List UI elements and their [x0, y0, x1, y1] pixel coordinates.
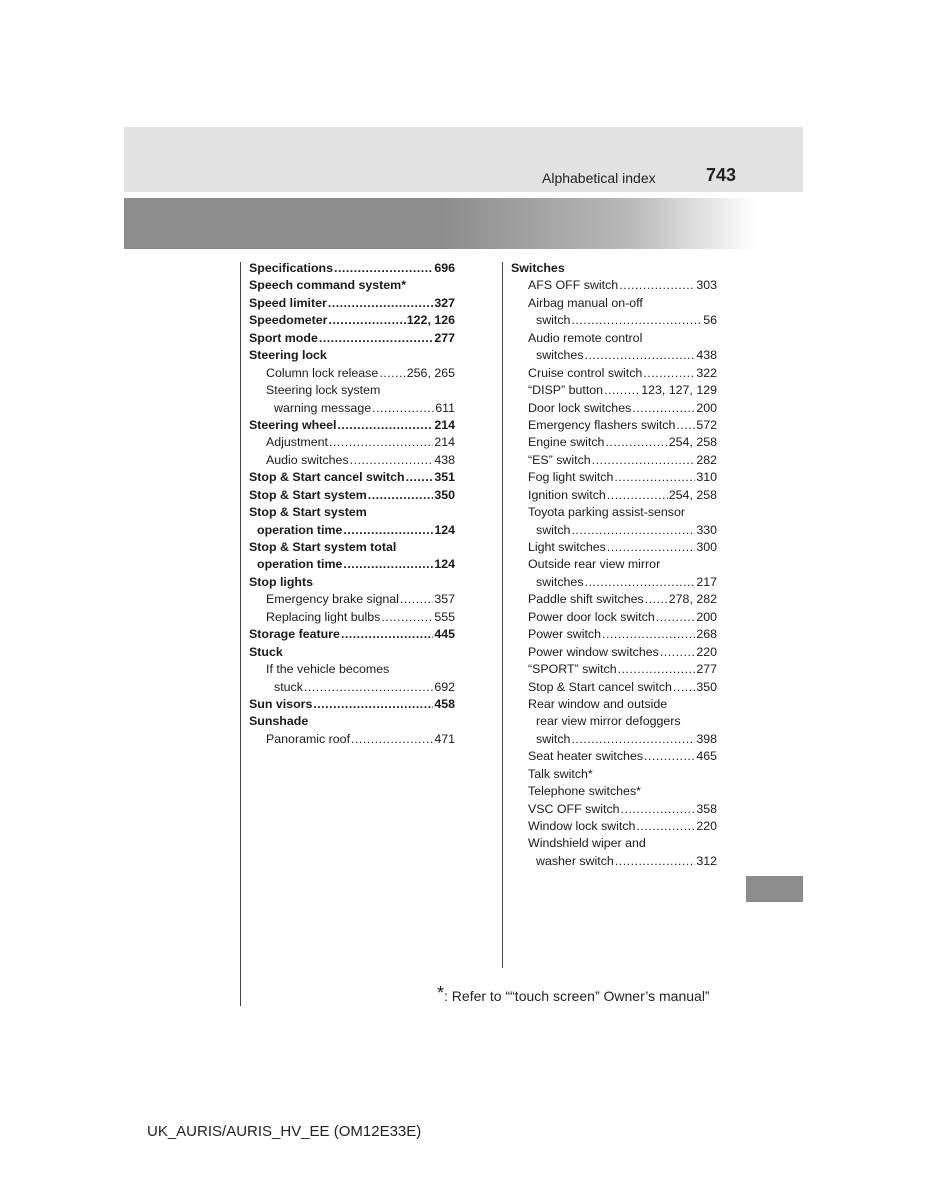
dot-leader [328, 295, 434, 312]
index-entry-label: AFS OFF switch [528, 278, 619, 293]
index-entry [249, 400, 455, 417]
index-entry-label: Power door lock switch [528, 609, 655, 624]
index-entry-page[interactable]: 217 [696, 574, 717, 589]
dot-leader [329, 434, 433, 451]
index-entry-label: operation time [257, 557, 343, 572]
index-entry-label: Windshield wiper and [528, 836, 646, 851]
dot-leader [618, 661, 696, 678]
index-entry [511, 382, 717, 399]
middle-column-rule [502, 262, 503, 968]
index-entry-page[interactable]: 351 [434, 470, 455, 485]
dot-leader [329, 312, 406, 329]
dot-leader [604, 382, 640, 399]
page-number: 743 [706, 165, 737, 185]
index-entry-page[interactable]: 220 [696, 644, 717, 659]
index-entry-label: Stuck [249, 644, 283, 659]
index-entry-label: Rear window and outside [528, 696, 668, 711]
index-entry-label: Adjustment [266, 435, 328, 450]
index-entry [511, 801, 717, 818]
index-entry-page[interactable]: 438 [434, 452, 455, 467]
index-entry-page[interactable]: 122, 126 [406, 313, 455, 328]
index-entry [249, 644, 455, 661]
index-entry-page[interactable]: 327 [434, 295, 455, 310]
dot-leader [643, 365, 695, 382]
index-entry [249, 574, 455, 591]
index-entry [511, 835, 717, 852]
index-entry-label: Specifications [249, 261, 334, 275]
index-entry-label: Emergency brake signal [266, 592, 399, 607]
index-entry-label: Telephone switches* [528, 784, 641, 799]
footnote [437, 983, 710, 1004]
index-entry [511, 487, 717, 504]
index-entry-label: Engine switch [528, 435, 605, 450]
dot-leader [343, 556, 433, 573]
dot-leader [304, 679, 433, 696]
index-entry-label: Speech command system* [249, 278, 407, 293]
index-entry-page[interactable]: 358 [696, 801, 717, 816]
index-entry [249, 452, 455, 469]
dot-leader [644, 748, 695, 765]
dot-leader [350, 452, 434, 469]
index-entry-page[interactable]: 330 [696, 522, 717, 537]
index-entry [511, 417, 717, 434]
dot-leader [621, 801, 696, 818]
dot-leader [372, 400, 434, 417]
index-entry [249, 679, 455, 696]
index-entry [249, 295, 455, 312]
index-entry-page[interactable]: 200 [696, 609, 717, 624]
index-entry-label: switches [536, 348, 584, 363]
dot-leader [379, 365, 406, 382]
dot-leader [660, 644, 695, 661]
index-entry [511, 312, 717, 329]
index-entry-label: Switches [511, 261, 565, 275]
index-entry-page[interactable]: 214 [434, 435, 455, 450]
index-entry [511, 504, 717, 521]
index-entry [511, 330, 717, 347]
index-entry [511, 661, 717, 678]
index-entry-page[interactable]: 124 [434, 522, 455, 537]
index-entry-label: Cruise control switch [528, 365, 643, 380]
dot-leader [636, 818, 695, 835]
index-entry [249, 591, 455, 608]
index-entry-label: switch [536, 313, 571, 328]
index-entry-label: Sport mode [249, 330, 318, 345]
document-code: UK_AURIS/AURIS_HV_EE (OM12E33E) [147, 1123, 422, 1140]
index-entry [249, 539, 455, 556]
index-entry-page[interactable]: 322 [696, 365, 717, 380]
index-entry [511, 277, 717, 294]
index-entry-label: “ES” switch [528, 452, 591, 467]
index-column-left [249, 260, 455, 748]
index-entry-label: Seat heater switches [528, 749, 644, 764]
index-entry [249, 609, 455, 626]
index-entry-page[interactable]: 350 [434, 487, 455, 502]
index-entry [511, 679, 717, 696]
index-entry [249, 277, 455, 294]
index-entry [249, 434, 455, 451]
index-entry [249, 382, 455, 399]
index-entry-page[interactable]: 303 [696, 278, 717, 293]
index-entry-page[interactable]: 398 [696, 731, 717, 746]
index-entry-label: stuck [274, 679, 303, 694]
dot-leader [615, 853, 696, 870]
index-entry-page[interactable]: 277 [696, 662, 717, 677]
dot-leader [343, 522, 433, 539]
index-entry [249, 731, 455, 748]
dot-leader [592, 452, 696, 469]
thumb-index-tab [746, 876, 803, 902]
index-entry-page[interactable]: 572 [696, 417, 717, 432]
dot-leader [334, 260, 433, 277]
section-title: Alphabetical index [542, 170, 656, 186]
index-entry-label: Ignition switch [528, 487, 606, 502]
index-entry-label: Light switches [528, 540, 606, 554]
index-entry-page[interactable]: 300 [696, 540, 717, 554]
index-entry [511, 452, 717, 469]
index-entry-label: Door lock switches [528, 400, 632, 415]
index-entry-page[interactable]: 555 [434, 609, 455, 624]
index-entry-label: Toyota parking assist-sensor [528, 505, 686, 520]
index-entry [249, 661, 455, 678]
dot-leader [645, 591, 668, 608]
index-entry-page[interactable]: 438 [696, 348, 717, 363]
index-entry-page[interactable]: 256, 265 [406, 365, 455, 380]
dot-leader [632, 400, 695, 417]
index-entry [511, 626, 717, 643]
index-entry-page[interactable]: 611 [435, 400, 455, 415]
index-entry [511, 574, 717, 591]
index-entry-page[interactable]: 282 [696, 452, 717, 467]
index-entry [511, 365, 717, 382]
index-entry [511, 295, 717, 312]
index-entry-page[interactable]: 277 [434, 330, 455, 345]
index-entry-page[interactable]: 692 [434, 679, 455, 694]
index-entry-page[interactable]: 214 [434, 417, 455, 432]
index-entry-label: warning message [274, 400, 372, 415]
index-entry-page[interactable]: 458 [434, 696, 455, 711]
left-column-rule [240, 262, 241, 1006]
index-entry-label: Talk switch* [528, 766, 593, 781]
index-entry-page[interactable]: 254, 258 [668, 487, 717, 502]
index-entry [249, 347, 455, 364]
index-entry [249, 713, 455, 730]
dot-leader [605, 434, 667, 451]
dot-leader [337, 417, 433, 434]
index-entry-label: If the vehicle becomes [266, 662, 390, 677]
index-entry-label: Power window switches [528, 644, 659, 659]
index-entry [511, 748, 717, 765]
dot-leader [313, 696, 433, 713]
index-entry [249, 556, 455, 573]
index-entry-label: Power switch [528, 627, 601, 642]
index-entry-label: Stop & Start system [249, 505, 367, 520]
dot-leader [614, 469, 695, 486]
dot-leader [602, 626, 695, 643]
index-entry [511, 731, 717, 748]
index-entry-label: Stop & Start system total [249, 540, 397, 554]
index-entry [249, 626, 455, 643]
index-entry-label: Steering lock [249, 348, 327, 363]
index-entry-page[interactable]: 357 [434, 592, 455, 607]
index-entry-label: Outside rear view mirror [528, 557, 661, 572]
index-entry [511, 818, 717, 835]
index-entry [249, 522, 455, 539]
index-entry-label: Sun visors [249, 696, 313, 711]
index-entry-page[interactable]: 350 [696, 679, 717, 694]
index-entry-label: Stop & Start system [249, 487, 367, 502]
dot-leader [381, 609, 433, 626]
index-entry [511, 591, 717, 608]
dot-leader [368, 487, 434, 504]
index-entry-page[interactable]: 696 [434, 261, 455, 275]
index-entry [511, 766, 717, 783]
dot-leader [319, 330, 433, 347]
index-entry-label: Airbag manual on-off [528, 295, 643, 310]
index-entry [249, 260, 455, 277]
dot-leader [406, 469, 434, 486]
index-entry [511, 783, 717, 800]
footnote-text: : Refer to ““touch screen” Owner’s manual” [444, 988, 710, 1004]
index-entry [511, 713, 717, 730]
footnote-marker: * [437, 983, 445, 1003]
index-entry-label: Steering wheel [249, 417, 337, 432]
index-entry-label: Audio remote control [528, 330, 643, 345]
index-entry [249, 696, 455, 713]
index-entry-page[interactable]: 220 [696, 819, 717, 833]
dot-leader [607, 539, 695, 556]
index-entry-label: washer switch [536, 853, 614, 868]
index-entry [249, 365, 455, 382]
index-entry [511, 539, 717, 556]
index-entry-label: Window lock switch [528, 819, 636, 833]
index-entry-label: “DISP” button [528, 383, 604, 398]
index-entry-page[interactable]: 254, 258 [668, 435, 717, 450]
index-entry-label: VSC OFF switch [528, 801, 620, 816]
index-entry-page[interactable]: 312 [696, 853, 717, 868]
dot-leader [571, 731, 695, 748]
dot-leader [571, 312, 702, 329]
index-entry-label: Fog light switch [528, 470, 614, 485]
dot-leader [585, 347, 696, 364]
index-entry-label: Audio switches [266, 452, 349, 467]
index-entry-page[interactable]: 465 [696, 749, 717, 764]
index-entry-label: Storage feature [249, 627, 340, 642]
index-entry [249, 312, 455, 329]
index-entry [511, 696, 717, 713]
index-entry-label: switch [536, 731, 571, 746]
index-entry [511, 644, 717, 661]
index-entry [249, 469, 455, 486]
index-entry [249, 417, 455, 434]
index-entry-page[interactable]: 200 [696, 400, 717, 415]
index-entry-label: Replacing light bulbs [266, 609, 381, 624]
dot-leader [585, 574, 696, 591]
index-entry-label: Panoramic roof [266, 731, 351, 746]
index-entry-label: “SPORT” switch [528, 662, 617, 677]
dot-leader [673, 679, 695, 696]
dot-leader [400, 591, 433, 608]
section-gradient-bar [124, 198, 756, 249]
dot-leader [619, 277, 695, 294]
index-entry-label: Stop & Start cancel switch [249, 470, 405, 485]
index-entry-label: switch [536, 522, 571, 537]
dot-leader [676, 417, 695, 434]
index-entry-label: Steering lock system [266, 383, 381, 398]
header-band [124, 127, 803, 192]
index-entry-page[interactable]: 471 [434, 731, 455, 746]
index-entry [511, 469, 717, 486]
index-entry-page[interactable]: 445 [434, 627, 455, 642]
index-entry-label: Stop & Start cancel switch [528, 679, 672, 694]
index-column-right [511, 260, 717, 870]
index-entry [511, 522, 717, 539]
index-entry [511, 260, 717, 277]
index-entry [511, 609, 717, 626]
dot-leader [351, 731, 433, 748]
index-entry-label: Speedometer [249, 313, 328, 328]
index-entry-label: Emergency flashers switch [528, 417, 676, 432]
index-entry-label: Paddle shift switches [528, 592, 644, 607]
index-entry-page[interactable]: 268 [696, 627, 717, 642]
index-entry-label: Column lock release [266, 365, 379, 380]
dot-leader [656, 609, 696, 626]
index-entry [249, 487, 455, 504]
index-entry-label: Sunshade [249, 714, 309, 729]
dot-leader [341, 626, 433, 643]
index-entry-label: Speed limiter [249, 295, 327, 310]
index-entry-label: Stop lights [249, 574, 314, 589]
index-entry [249, 330, 455, 347]
index-entry [511, 400, 717, 417]
index-entry-label: rear view mirror defoggers [536, 714, 681, 729]
index-entry [511, 347, 717, 364]
index-entry [511, 434, 717, 451]
index-entry-label: operation time [257, 522, 343, 537]
index-entry-page[interactable]: 310 [696, 470, 717, 485]
index-entry-label: switches [536, 574, 584, 589]
index-entry [511, 853, 717, 870]
dot-leader [571, 522, 695, 539]
dot-leader [607, 487, 668, 504]
index-entry-page[interactable]: 124 [434, 557, 455, 572]
index-entry [249, 504, 455, 521]
index-entry-page[interactable]: 56 [703, 313, 717, 328]
index-entry-page[interactable]: 278, 282 [668, 592, 717, 607]
index-entry-page[interactable]: 123, 127, 129 [641, 383, 717, 398]
index-entry [511, 556, 717, 573]
